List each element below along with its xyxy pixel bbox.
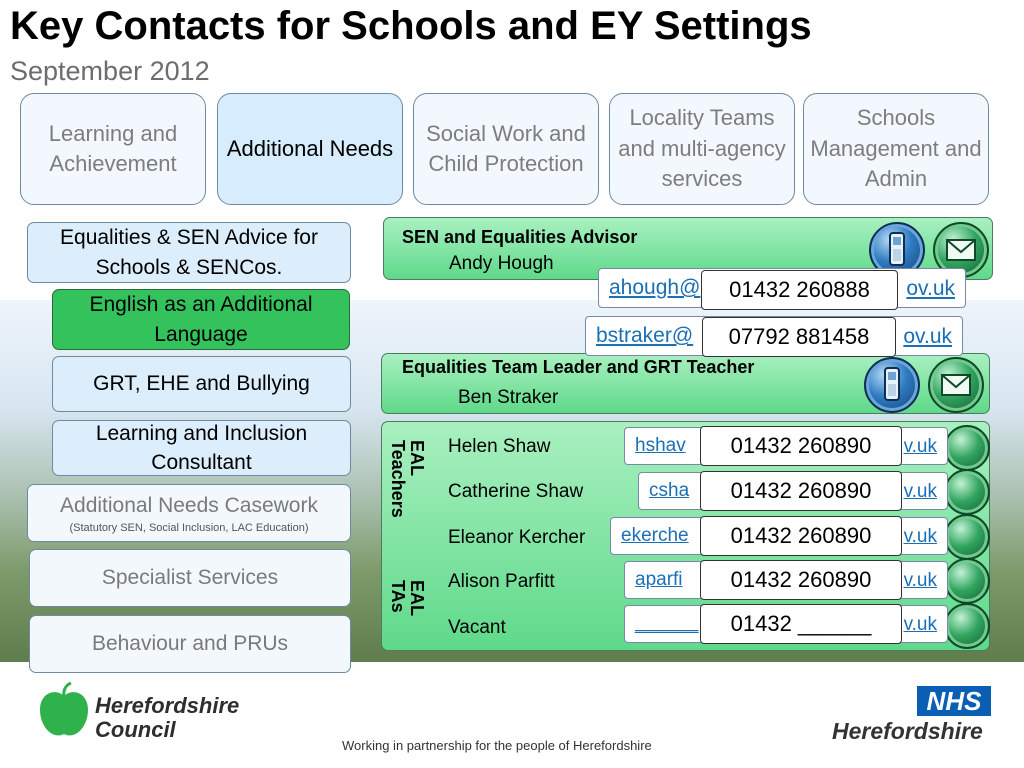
menu-learning-inclusion-consultant[interactable]: Learning and Inclusion Consultant — [52, 420, 351, 476]
advisor-heading: SEN and Equalities Advisor — [402, 227, 638, 247]
staff-email[interactable]: ______ v.uk — [624, 605, 948, 643]
staff-email[interactable]: aparfi v.uk — [624, 561, 948, 599]
menu-behaviour-prus[interactable]: Behaviour and PRUs — [29, 615, 351, 673]
advisor-phone[interactable]: 01432 260888 — [701, 270, 898, 310]
eal-mail-icon[interactable] — [944, 603, 990, 649]
staff-email[interactable]: csha v.uk — [638, 472, 948, 510]
menu-grt-ehe-bullying[interactable]: GRT, EHE and Bullying — [52, 356, 351, 412]
eal-tas-label: EAL TAs — [387, 580, 427, 616]
nhs-logo: NHS — [917, 686, 991, 716]
staff-phone[interactable]: 01432 ______ — [700, 604, 902, 644]
advisor-name: Andy Hough — [449, 253, 554, 274]
advisor-email[interactable]: ahough@ ov.uk — [598, 268, 966, 308]
staff-name: Vacant — [448, 617, 506, 638]
page-subtitle: September 2012 — [10, 56, 210, 86]
footer-tagline: Working in partnership for the people of Herefordshire — [342, 738, 652, 753]
staff-email[interactable]: hshav v.uk — [624, 427, 948, 465]
team-leader-name: Ben Straker — [458, 387, 559, 408]
council-logo-text: Herefordshire Council — [95, 693, 240, 743]
tab-schools-management[interactable]: Schools Management and Admin — [803, 93, 989, 205]
casework-label: Additional Needs Casework — [60, 494, 318, 518]
tab-locality-teams[interactable]: Locality Teams and multi-agency services — [609, 93, 795, 205]
page-title: Key Contacts for Schools and EY Settings — [10, 4, 812, 48]
eal-mail-icon[interactable] — [944, 469, 990, 515]
menu-equalities-sen-advice[interactable]: Equalities & SEN Advice for Schools & SENCos. — [27, 222, 351, 283]
eal-mail-icon[interactable] — [944, 514, 990, 560]
menu-specialist-services[interactable]: Specialist Services — [29, 549, 351, 607]
staff-phone[interactable]: 01432 260890 — [700, 426, 902, 466]
menu-english-additional-language[interactable]: English as an Additional Language — [52, 289, 350, 350]
tab-additional-needs[interactable]: Additional Needs — [217, 93, 403, 205]
team-leader-heading: Equalities Team Leader and GRT Teacher — [402, 357, 755, 377]
eal-mail-icon[interactable] — [944, 558, 990, 604]
nhs-subtitle: Herefordshire — [832, 718, 983, 744]
staff-phone[interactable]: 01432 260890 — [700, 471, 902, 511]
staff-name: Alison Parfitt — [448, 571, 555, 592]
staff-email[interactable]: ekerche v.uk — [610, 517, 948, 555]
tab-social-work[interactable]: Social Work and Child Protection — [413, 93, 599, 205]
staff-name: Eleanor Kercher — [448, 527, 586, 548]
eal-teachers-label: EAL Teachers — [387, 440, 427, 518]
team-leader-phone[interactable]: 07792 881458 — [702, 317, 896, 357]
staff-phone[interactable]: 01432 260890 — [700, 516, 902, 556]
team-leader-phone-icon[interactable] — [864, 357, 920, 413]
tab-learning-and-achievement[interactable]: Learning and Achievement — [20, 93, 206, 205]
team-leader-mail-icon[interactable] — [928, 357, 984, 413]
casework-sublabel: (Statutory SEN, Social Inclusion, LAC Education) — [69, 521, 309, 534]
staff-phone[interactable]: 01432 260890 — [700, 560, 902, 600]
eal-mail-icon[interactable] — [944, 425, 990, 471]
menu-additional-needs-casework[interactable] — [27, 484, 351, 542]
team-leader-email[interactable]: bstraker@ ov.uk — [585, 316, 963, 356]
staff-name: Catherine Shaw — [448, 481, 584, 502]
staff-name: Helen Shaw — [448, 436, 551, 457]
apple-logo-icon — [36, 682, 92, 742]
